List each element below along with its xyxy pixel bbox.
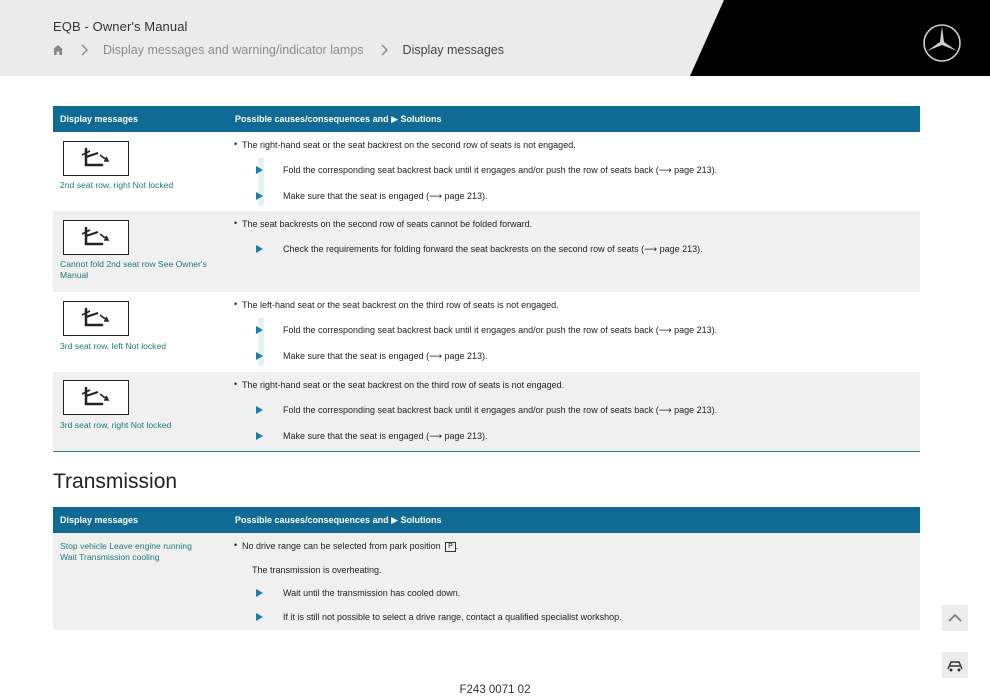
cause-text: • The right-hand seat or the seat backrest on the third row of seats is not engaged. (242, 380, 564, 390)
cause-text: • The right-hand seat or the seat backrest on the second row of seats is not engaged. (242, 140, 576, 150)
cause-text (242, 541, 458, 552)
solution-arrow-icon (256, 406, 263, 414)
transmission-display-messages-table (53, 507, 920, 630)
breadcrumb-link-display-messages-lamps[interactable]: Display messages and warning/indicator lamps (103, 43, 364, 57)
seat-not-locked-icon (63, 141, 129, 176)
scroll-to-top-button[interactable] (942, 605, 968, 631)
park-position-symbol: P (445, 542, 456, 552)
table-row (53, 372, 920, 452)
seat-display-messages-table (53, 106, 920, 452)
solution-arrow-icon (256, 192, 263, 200)
table-row (53, 211, 920, 292)
table-row (53, 132, 920, 211)
display-message: Cannot fold 2nd seat row See Owner's Manual (60, 259, 207, 280)
table-header (53, 106, 920, 132)
cause-text-end: . (455, 541, 459, 551)
breadcrumb (52, 42, 504, 58)
col-header-causes-solutions: Possible causes/consequences and ▶ Solutions (235, 114, 442, 124)
seat-not-locked-icon (63, 301, 129, 336)
page-header (0, 0, 990, 76)
solution-text: Fold the corresponding seat backrest back until it engages and/or push the row of seats back (⟶ page 213). (283, 325, 718, 335)
table-row (53, 533, 920, 630)
solution-arrow-icon (256, 166, 263, 174)
section-title-transmission: Transmission (53, 470, 178, 493)
cause-text: • The left-hand seat or the seat backrest on the third row of seats is not engaged. (242, 300, 559, 310)
breadcrumb-current: Display messages (402, 43, 504, 57)
scroll-to-top-icon (942, 605, 968, 631)
solution-text: Wait until the transmission has cooled down. (283, 588, 461, 598)
solution-arrow-icon (256, 432, 263, 440)
cause-note: The transmission is overheating. (252, 565, 382, 575)
solution-text: If it is still not possible to select a drive range, contact a qualified specialist workshop. (283, 612, 622, 622)
col-header-display-messages: Display messages (60, 515, 139, 525)
solution-text: Make sure that the seat is engaged (⟶ page 213). (283, 351, 488, 361)
vehicle-icon (942, 652, 968, 678)
solution-text: Make sure that the seat is engaged (⟶ page 213). (283, 431, 488, 441)
display-message: 2nd seat row, right Not locked (60, 180, 174, 190)
solution-arrow-icon (256, 613, 263, 621)
table-row (53, 292, 920, 372)
col-header-display-messages: Display messages (60, 114, 139, 124)
display-message: 3rd seat row, left Not locked (60, 341, 167, 351)
seat-not-locked-icon (63, 380, 129, 415)
three-pointed-star-icon[interactable] (922, 23, 962, 63)
solution-text: Check the requirements for folding forward the seat backrests on the second row of seats (⟶ page 213). (283, 244, 703, 254)
home-icon[interactable] (52, 44, 64, 56)
solution-arrow-icon (256, 589, 263, 597)
figure-code: F243 0071 02 (459, 684, 531, 696)
solution-text: Fold the corresponding seat backrest back until it engages and/or push the row of seats back (⟶ page 213). (283, 405, 718, 415)
seat-cannot-fold-icon (63, 220, 129, 255)
cause-text: • The seat backrests on the second row of seats cannot be folded forward. (242, 219, 532, 229)
solution-arrow-icon (256, 326, 263, 334)
chevron-right-icon (377, 43, 391, 57)
solution-arrow-icon (256, 352, 263, 360)
display-message: Stop vehicle Leave engine running Wait Transmission cooling (60, 541, 192, 562)
solution-arrow-icon (256, 245, 263, 253)
vehicle-button[interactable] (942, 652, 968, 678)
col-header-causes-solutions: Possible causes/consequences and ▶ Solutions (235, 515, 442, 525)
manual-title[interactable]: EQB - Owner's Manual (53, 19, 188, 34)
cause-text-main: No drive range can be selected from park position (242, 541, 441, 551)
solution-text: Make sure that the seat is engaged (⟶ page 213). (283, 191, 488, 201)
display-message: 3rd seat row, right Not locked (60, 420, 172, 430)
solution-text: Fold the corresponding seat backrest back until it engages and/or push the row of seats back (⟶ page 213). (283, 165, 718, 175)
table-header (53, 507, 920, 533)
chevron-right-icon (77, 43, 91, 57)
